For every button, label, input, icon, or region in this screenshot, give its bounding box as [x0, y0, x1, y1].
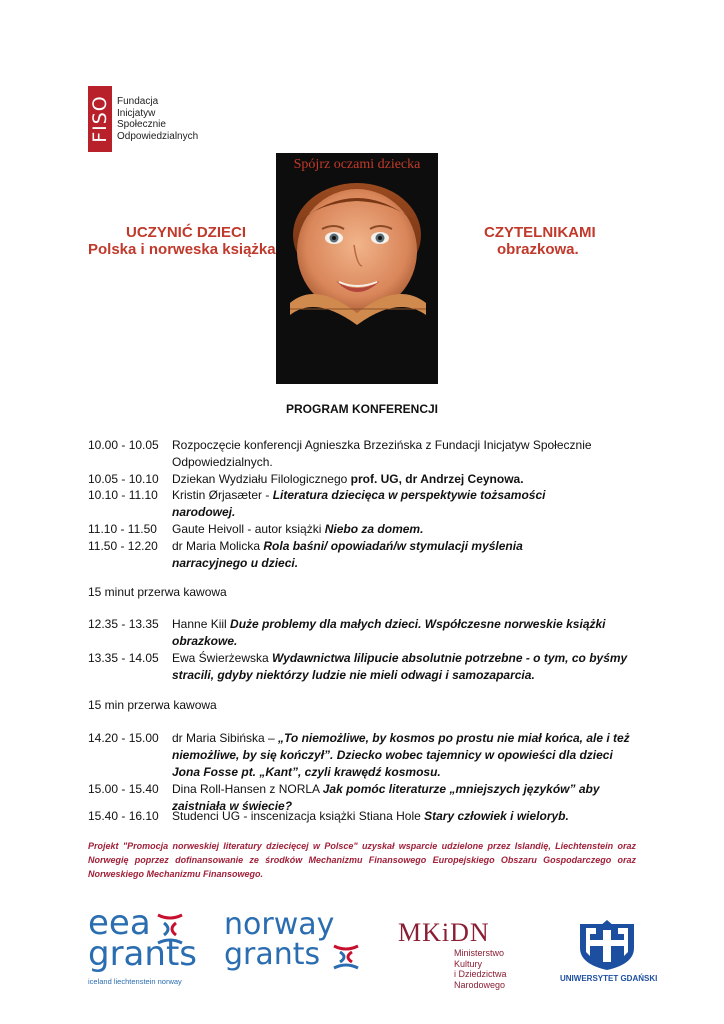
- title-left-line1: UCZYNIĆ DZIECI: [126, 224, 246, 241]
- fiso-logo-text: Fundacja Inicjatyw Społecznie Odpowiedzialnych: [117, 96, 199, 142]
- title-right-line2: obrazkowa.: [497, 241, 579, 258]
- mkidn-logo: MKiDN Ministerstwo Kultury i Dziedzictwa Narodowego: [398, 918, 507, 990]
- eea-grants-logo: eea grants iceland liechtenstein norway: [88, 903, 197, 986]
- title-left-line2: Polska i norweska książka: [88, 241, 276, 258]
- fiso-logo-mark: FISO: [88, 86, 112, 152]
- ug-logo: UNIWERSYTET GDAŃSKI: [560, 918, 656, 988]
- book-cover-title: Spójrz oczami dziecka: [293, 157, 421, 172]
- program-title: PROGRAM KONFERENCJI: [285, 402, 438, 416]
- coffee-break: 15 minut przerwa kawowa: [88, 585, 227, 599]
- title-right-line1: CZYTELNIKAMI: [484, 224, 596, 241]
- project-funding-note: Projekt "Promocja norweskiej literatury dziecięcej w Polsce" uzyskał wsparcie udzielone przez Islandię, Liechtenstein oraz Norwegię poprzez dofinansowanie ze środków Mechanizmu Finansowego Europejskiego Obszaru Gospodarczego oraz Norweskiego Mechanizmu Finansowego.: [88, 841, 636, 879]
- book-cover-image: [276, 153, 438, 384]
- norway-grants-logo: norway grants: [224, 910, 364, 980]
- coffee-break: 15 min przerwa kawowa: [88, 698, 217, 712]
